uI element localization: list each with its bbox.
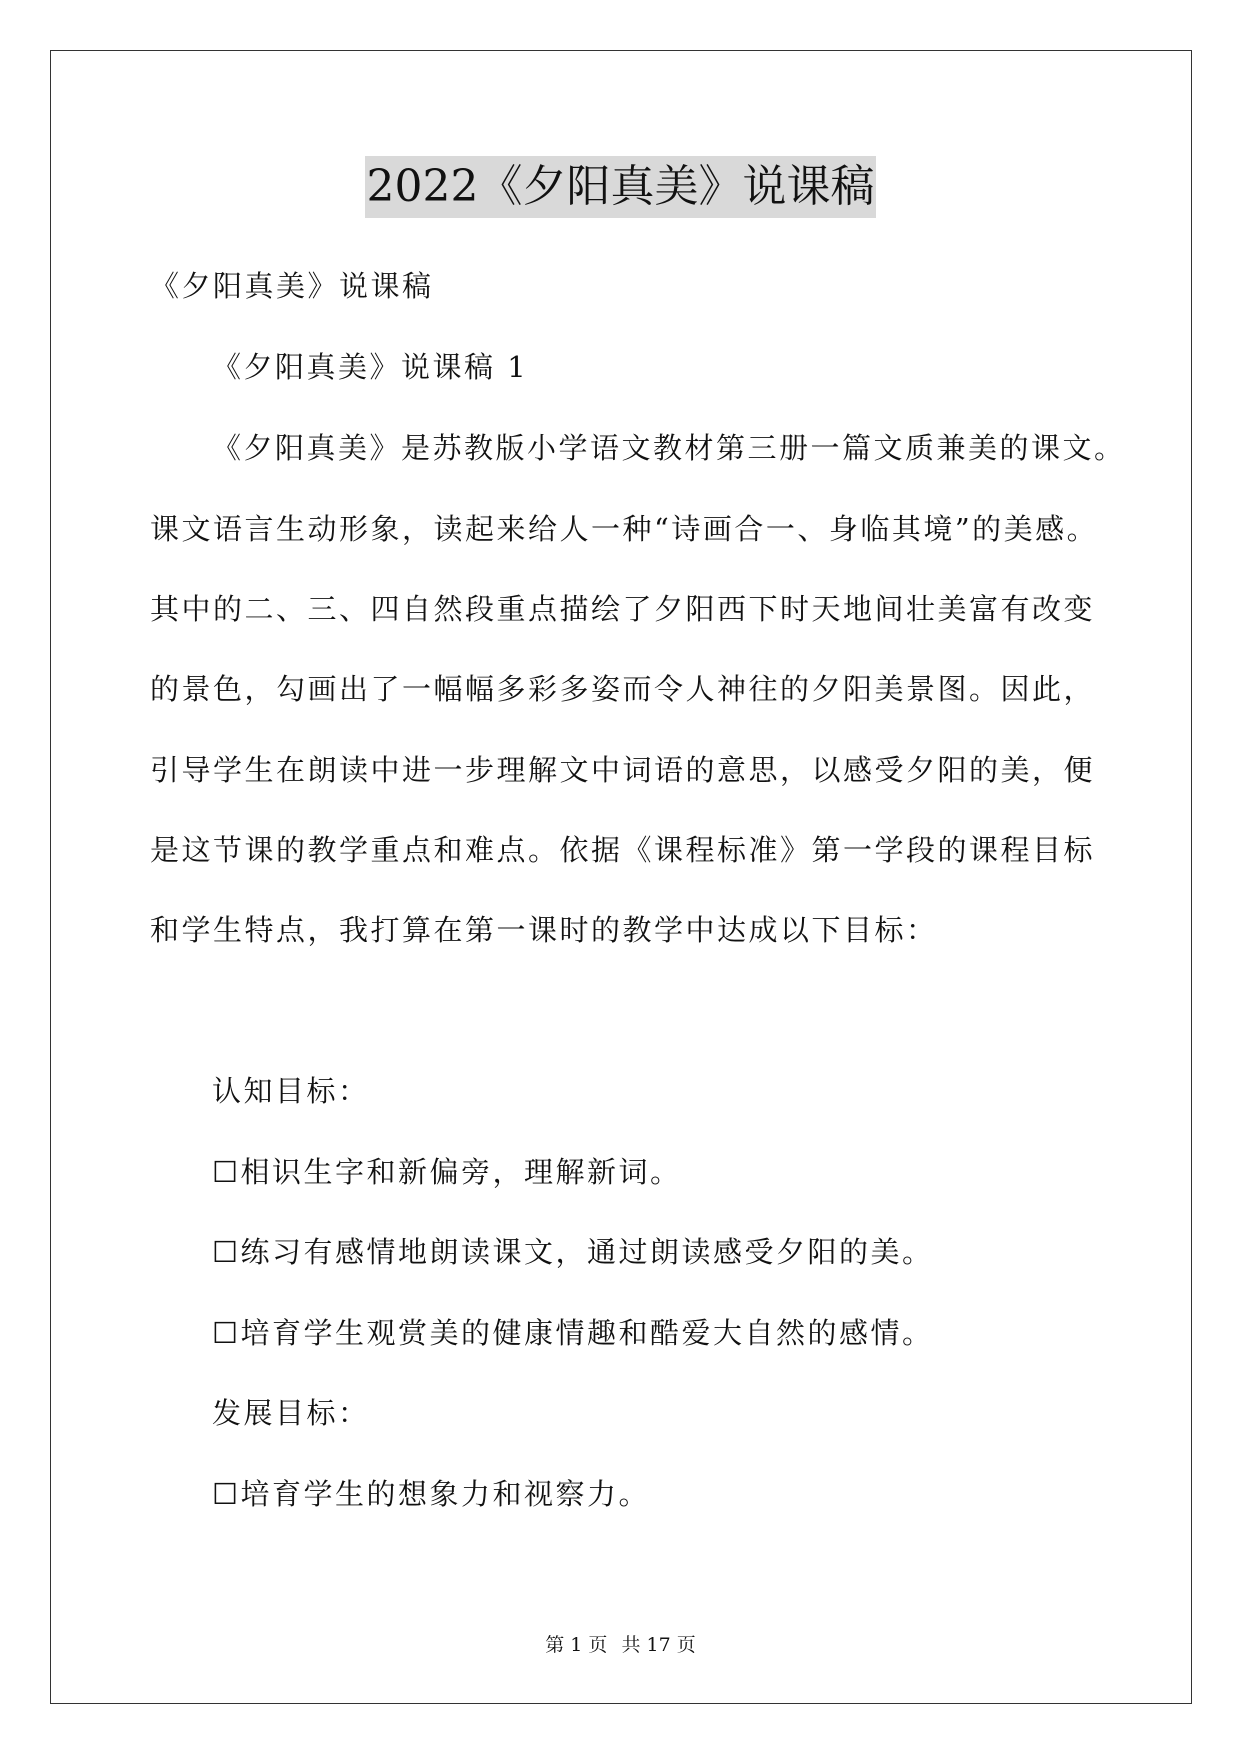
intro-line: 《夕阳真美》是苏教版小学语文教材第三册一篇文质兼美的课文。 xyxy=(212,431,1126,465)
cognitive-item: ☐培育学生观赏美的健康情趣和酷爱大自然的感情。 xyxy=(212,1316,934,1350)
cognitive-heading: 认知目标： xyxy=(212,1074,370,1108)
section-heading: 《夕阳真美》说课稿 1 xyxy=(212,350,529,384)
intro-line: 是这节课的教学重点和难点。依据《课程标准》第一学段的课程目标 xyxy=(150,833,1096,867)
document-title: 2022《夕阳真美》说课稿 xyxy=(365,156,877,218)
development-heading: 发展目标： xyxy=(212,1396,370,1430)
intro-line: 引导学生在朗读中进一步理解文中词语的意思，以感受夕阳的美，便 xyxy=(150,753,1096,787)
page-number: 第 1 页 xyxy=(545,1634,608,1656)
intro-line: 和学生特点，我打算在第一课时的教学中达成以下目标： xyxy=(150,913,938,947)
page-footer xyxy=(0,1632,1241,1658)
development-item: ☐培育学生的想象力和视察力。 xyxy=(212,1477,650,1511)
intro-line: 其中的二、三、四自然段重点描绘了夕阳西下时天地间壮美富有改变 xyxy=(150,592,1096,626)
intro-line: 的景色，勾画出了一幅幅多彩多姿而令人神往的夕阳美景图。因此， xyxy=(150,672,1096,706)
cognitive-item: ☐相识生字和新偏旁，理解新词。 xyxy=(212,1155,682,1189)
cognitive-item: ☐练习有感情地朗读课文，通过朗读感受夕阳的美。 xyxy=(212,1235,934,1269)
intro-line: 课文语言生动形象，读起来给人一种“诗画合一、身临其境”的美感。 xyxy=(150,512,1099,546)
title-container xyxy=(0,156,1241,218)
document-subtitle: 《夕阳真美》说课稿 xyxy=(150,269,434,303)
page-total: 共 17 页 xyxy=(621,1634,696,1656)
